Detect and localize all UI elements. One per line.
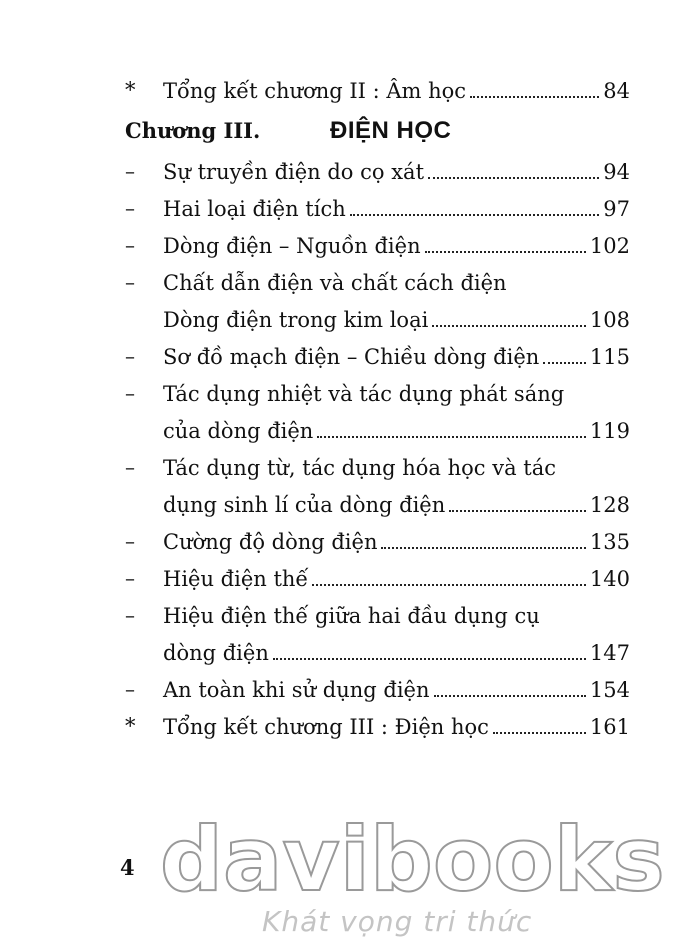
bullet-star: * — [125, 714, 136, 738]
entry-title: Tổng kết chương II : Âm học — [163, 78, 467, 103]
dot-leader — [493, 731, 586, 734]
entry-title: Cường độ dòng điện — [163, 529, 378, 554]
entry-page: 147 — [589, 640, 630, 665]
toc-entry-summary-iii — [125, 708, 630, 745]
entry-page: 94 — [603, 159, 630, 184]
toc-entry — [125, 671, 630, 708]
chapter-label: Chương III. — [125, 118, 261, 143]
table-of-contents — [125, 72, 630, 745]
dot-leader — [470, 95, 599, 98]
toc-entry — [125, 560, 630, 597]
bullet-dash: – — [125, 233, 135, 257]
entry-title: Hai loại điện tích — [163, 196, 346, 221]
entry-page: 108 — [589, 307, 630, 332]
chapter-title: ĐIỆN HỌC — [330, 117, 452, 144]
dot-leader — [432, 324, 586, 327]
bullet-dash: – — [125, 196, 135, 220]
bullet-dash: – — [125, 270, 135, 294]
dot-leader — [312, 583, 586, 586]
entry-page: 135 — [589, 529, 630, 554]
watermark-tagline: Khát vọng tri thức — [262, 905, 533, 938]
dot-leader — [425, 250, 586, 253]
bullet-dash: – — [125, 455, 135, 479]
entry-page: 84 — [603, 78, 630, 103]
dot-leader — [273, 657, 586, 660]
entry-title: Dòng điện – Nguồn điện — [163, 233, 421, 258]
bullet-dash: – — [125, 344, 135, 368]
bullet-dash: – — [125, 381, 135, 405]
toc-entry — [125, 486, 630, 523]
entry-page: 115 — [589, 344, 630, 369]
toc-entry-line — [125, 375, 630, 412]
entry-title: Sự truyền điện do cọ xát — [163, 159, 425, 184]
entry-page: 102 — [589, 233, 630, 258]
entry-page: 97 — [603, 196, 630, 221]
toc-entry — [125, 523, 630, 560]
dot-leader — [350, 213, 600, 216]
entry-title: của dòng điện — [163, 418, 314, 443]
chapter-heading — [125, 109, 630, 153]
toc-entry — [125, 301, 630, 338]
dot-leader — [543, 361, 586, 364]
toc-entry-line — [125, 597, 630, 634]
toc-entry — [125, 412, 630, 449]
entry-title: Tổng kết chương III : Điện học — [163, 714, 489, 739]
entry-title: Hiệu điện thế — [163, 566, 309, 591]
entry-title: Sơ đồ mạch điện – Chiều dòng điện — [163, 344, 540, 369]
dot-leader — [434, 694, 586, 697]
bullet-star: * — [125, 78, 136, 102]
toc-entry — [125, 227, 630, 264]
dot-leader — [449, 509, 586, 512]
toc-entry — [125, 190, 630, 227]
svg-text:davibooks: davibooks — [160, 808, 665, 911]
entry-page: 119 — [589, 418, 630, 443]
entry-title-line1: Tác dụng nhiệt và tác dụng phát sáng — [163, 381, 565, 406]
entry-page: 154 — [589, 677, 630, 702]
bullet-dash: – — [125, 159, 135, 183]
entry-title: dụng sinh lí của dòng điện — [163, 492, 446, 517]
entry-title-line1: Tác dụng từ, tác dụng hóa học và tác — [163, 455, 557, 480]
toc-entry — [125, 338, 630, 375]
bullet-dash: – — [125, 677, 135, 701]
bullet-dash: – — [125, 603, 135, 627]
watermark-logo — [160, 808, 665, 911]
bullet-dash: – — [125, 529, 135, 553]
entry-title-line1: Chất dẫn điện và chất cách điện — [163, 270, 507, 295]
page-number: 4 — [120, 855, 135, 880]
entry-page: 140 — [589, 566, 630, 591]
entry-title-line1: Hiệu điện thế giữa hai đầu dụng cụ — [163, 603, 540, 628]
dot-leader — [428, 176, 599, 179]
dot-leader — [317, 435, 586, 438]
entry-title: An toàn khi sử dụng điện — [163, 677, 430, 702]
toc-entry — [125, 634, 630, 671]
bullet-dash: – — [125, 566, 135, 590]
entry-page: 161 — [589, 714, 630, 739]
toc-entry-line — [125, 449, 630, 486]
toc-entry — [125, 153, 630, 190]
dot-leader — [381, 546, 585, 549]
toc-item-list — [125, 153, 630, 708]
entry-page: 128 — [589, 492, 630, 517]
entry-title: dòng điện — [163, 640, 269, 665]
entry-title: Dòng điện trong kim loại — [163, 307, 429, 332]
toc-entry-summary-ii — [125, 72, 630, 109]
toc-entry-line — [125, 264, 630, 301]
